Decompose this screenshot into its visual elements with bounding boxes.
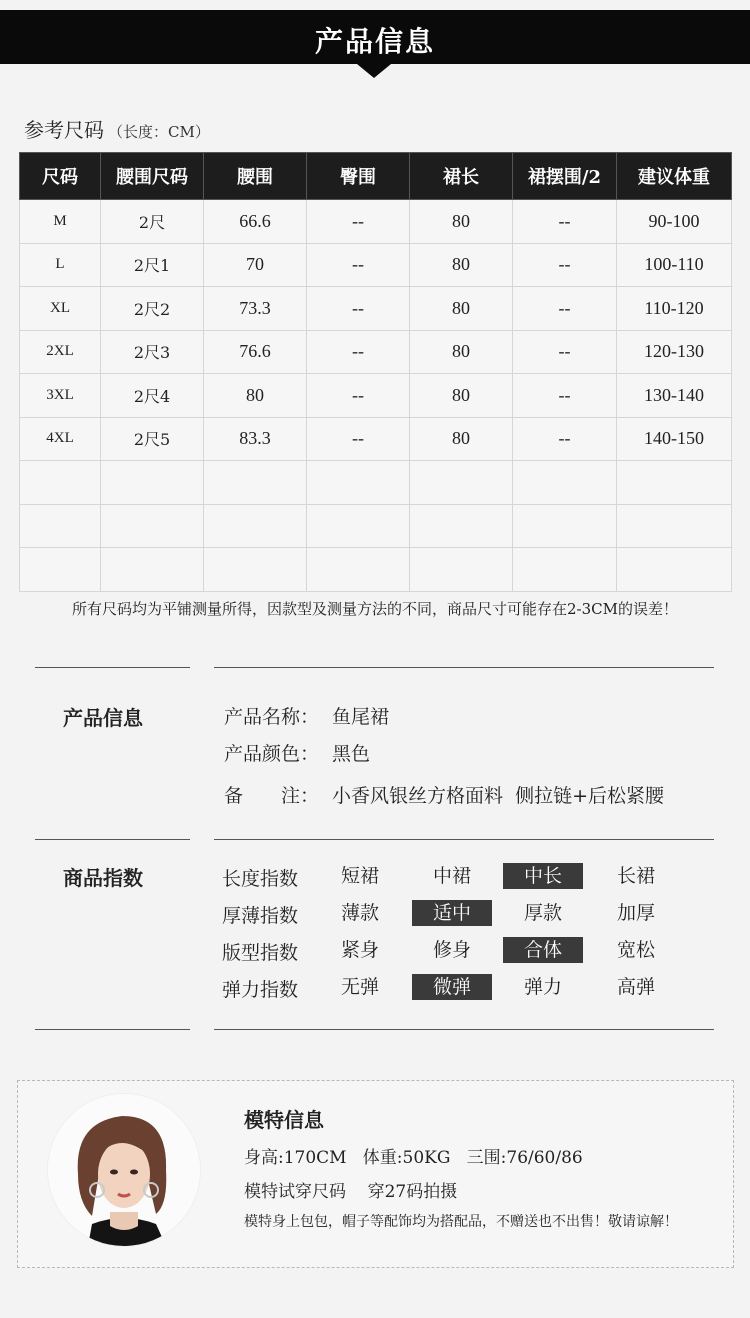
table-cell: 2尺1 — [101, 243, 204, 287]
product-name-value: 鱼尾裙 — [332, 706, 390, 728]
table-row — [20, 417, 732, 461]
table-cell: M — [20, 200, 101, 244]
table-cell: 130-140 — [617, 374, 732, 418]
index-option: 宽松 — [616, 939, 655, 961]
index-row-label: 厚薄指数 — [222, 905, 299, 927]
table-row — [20, 374, 732, 418]
table-cell: -- — [513, 243, 617, 287]
table-cell: 80 — [410, 417, 513, 461]
table-cell — [101, 548, 204, 592]
table-cell: 120-130 — [617, 330, 732, 374]
size-reference-title — [24, 114, 210, 143]
index-row-label: 版型指数 — [222, 942, 299, 964]
index-option: 薄款 — [340, 902, 379, 924]
product-name-row — [224, 702, 389, 729]
index-option: 加厚 — [616, 902, 655, 924]
col-header-hip: 臀围 — [307, 153, 410, 200]
table-row — [20, 548, 732, 592]
table-cell — [617, 504, 732, 548]
table-cell: -- — [307, 243, 410, 287]
model-accessory-note: 模特身上包包，帽子等配饰均为搭配品，不赠送也不出售！敬请谅解！ — [244, 1214, 678, 1230]
table-row — [20, 461, 732, 505]
product-color-row — [224, 739, 370, 766]
table-cell: 2尺3 — [101, 330, 204, 374]
product-note-key: 备 注： — [224, 785, 320, 807]
index-option: 紧身 — [340, 939, 379, 961]
table-cell: 4XL — [20, 417, 101, 461]
table-cell: 100-110 — [617, 243, 732, 287]
table-cell — [410, 548, 513, 592]
col-header-hem: 裙摆围/2 — [513, 153, 617, 200]
table-cell: 76.6 — [204, 330, 307, 374]
model-portrait-icon — [48, 1094, 200, 1246]
product-color-value: 黑色 — [332, 743, 371, 765]
index-option-selected: 微弹 — [412, 974, 492, 1000]
table-cell — [617, 548, 732, 592]
table-cell: 90-100 — [617, 200, 732, 244]
product-note-value: 小香风银丝方格面料 侧拉链+后松紧腰 — [332, 785, 664, 807]
table-cell: 80 — [410, 287, 513, 331]
table-cell: 80 — [410, 330, 513, 374]
table-row — [20, 287, 732, 331]
table-cell: -- — [307, 417, 410, 461]
col-header-size: 尺码 — [20, 153, 101, 200]
index-row-label: 弹力指数 — [222, 979, 299, 1001]
product-index-label: 商品指数 — [63, 866, 143, 890]
product-note-row — [224, 781, 664, 808]
table-cell: 66.6 — [204, 200, 307, 244]
col-header-weight: 建议体重 — [617, 153, 732, 200]
measurement-disclaimer: 所有尺码均为平铺测量所得，因款型及测量方法的不同，商品尺寸可能存在2-3CM的误差！ — [72, 600, 678, 618]
table-cell — [20, 461, 101, 505]
col-header-skirt-length: 裙长 — [410, 153, 513, 200]
model-info-title: 模特信息 — [244, 1108, 324, 1132]
index-option: 长裙 — [616, 865, 655, 887]
size-reference-label: 参考尺码 — [24, 118, 104, 142]
size-table-header-row — [20, 153, 732, 200]
table-cell — [307, 504, 410, 548]
index-row-label: 长度指数 — [222, 868, 299, 890]
table-cell: 3XL — [20, 374, 101, 418]
table-cell — [101, 461, 204, 505]
table-cell: XL — [20, 287, 101, 331]
table-cell: -- — [307, 374, 410, 418]
product-info-label: 产品信息 — [63, 706, 143, 730]
table-cell: 2尺4 — [101, 374, 204, 418]
table-row — [20, 243, 732, 287]
table-cell — [513, 461, 617, 505]
index-option-selected: 适中 — [412, 900, 492, 926]
model-measurements: 身高:170CM 体重:50KG 三围:76/60/86 — [244, 1148, 583, 1168]
table-cell — [307, 461, 410, 505]
table-cell: 2尺2 — [101, 287, 204, 331]
table-cell — [617, 461, 732, 505]
table-cell: 2尺 — [101, 200, 204, 244]
table-cell — [204, 548, 307, 592]
size-reference-unit: （长度：CM） — [108, 123, 210, 141]
table-cell — [204, 504, 307, 548]
table-cell: 83.3 — [204, 417, 307, 461]
index-option: 短裙 — [340, 865, 379, 887]
table-cell: 110-120 — [617, 287, 732, 331]
table-cell: -- — [513, 374, 617, 418]
table-cell — [513, 504, 617, 548]
table-cell: 2XL — [20, 330, 101, 374]
table-cell — [513, 548, 617, 592]
table-cell — [307, 548, 410, 592]
table-cell — [410, 461, 513, 505]
divider — [35, 839, 190, 840]
table-cell: -- — [513, 330, 617, 374]
table-cell: 80 — [410, 200, 513, 244]
table-row — [20, 330, 732, 374]
index-option-selected: 中长 — [503, 863, 583, 889]
table-cell: -- — [513, 287, 617, 331]
table-cell: -- — [513, 200, 617, 244]
model-size: 模特试穿尺码 穿27码拍摄 — [244, 1182, 458, 1202]
table-cell: 2尺5 — [101, 417, 204, 461]
table-row — [20, 200, 732, 244]
header-title: 产品信息 — [314, 25, 435, 58]
index-option: 高弹 — [616, 976, 655, 998]
table-cell: -- — [307, 200, 410, 244]
table-cell: -- — [513, 417, 617, 461]
table-cell: 80 — [204, 374, 307, 418]
table-cell: 73.3 — [204, 287, 307, 331]
index-option-selected: 合体 — [503, 937, 583, 963]
table-cell: L — [20, 243, 101, 287]
table-cell: 80 — [410, 243, 513, 287]
table-cell — [410, 504, 513, 548]
index-option: 修身 — [432, 939, 471, 961]
divider — [35, 667, 190, 668]
header-arrow — [357, 64, 391, 78]
index-option: 中裙 — [432, 865, 471, 887]
model-avatar — [48, 1094, 200, 1246]
index-option: 厚款 — [523, 902, 562, 924]
header-banner — [0, 10, 750, 64]
table-cell — [204, 461, 307, 505]
index-option: 无弹 — [340, 976, 379, 998]
divider — [214, 667, 714, 668]
table-cell: 80 — [410, 374, 513, 418]
table-cell — [20, 548, 101, 592]
divider — [35, 1029, 190, 1030]
table-cell: 140-150 — [617, 417, 732, 461]
table-cell: 70 — [204, 243, 307, 287]
table-cell — [20, 504, 101, 548]
divider — [214, 839, 714, 840]
product-color-key: 产品颜色： — [224, 743, 320, 765]
size-table — [19, 152, 732, 592]
table-cell: -- — [307, 287, 410, 331]
table-cell — [101, 504, 204, 548]
table-cell: -- — [307, 330, 410, 374]
divider — [214, 1029, 714, 1030]
product-name-key: 产品名称： — [224, 706, 320, 728]
col-header-waist-size: 腰围尺码 — [101, 153, 204, 200]
index-option: 弹力 — [523, 976, 562, 998]
table-row — [20, 504, 732, 548]
col-header-waist: 腰围 — [204, 153, 307, 200]
